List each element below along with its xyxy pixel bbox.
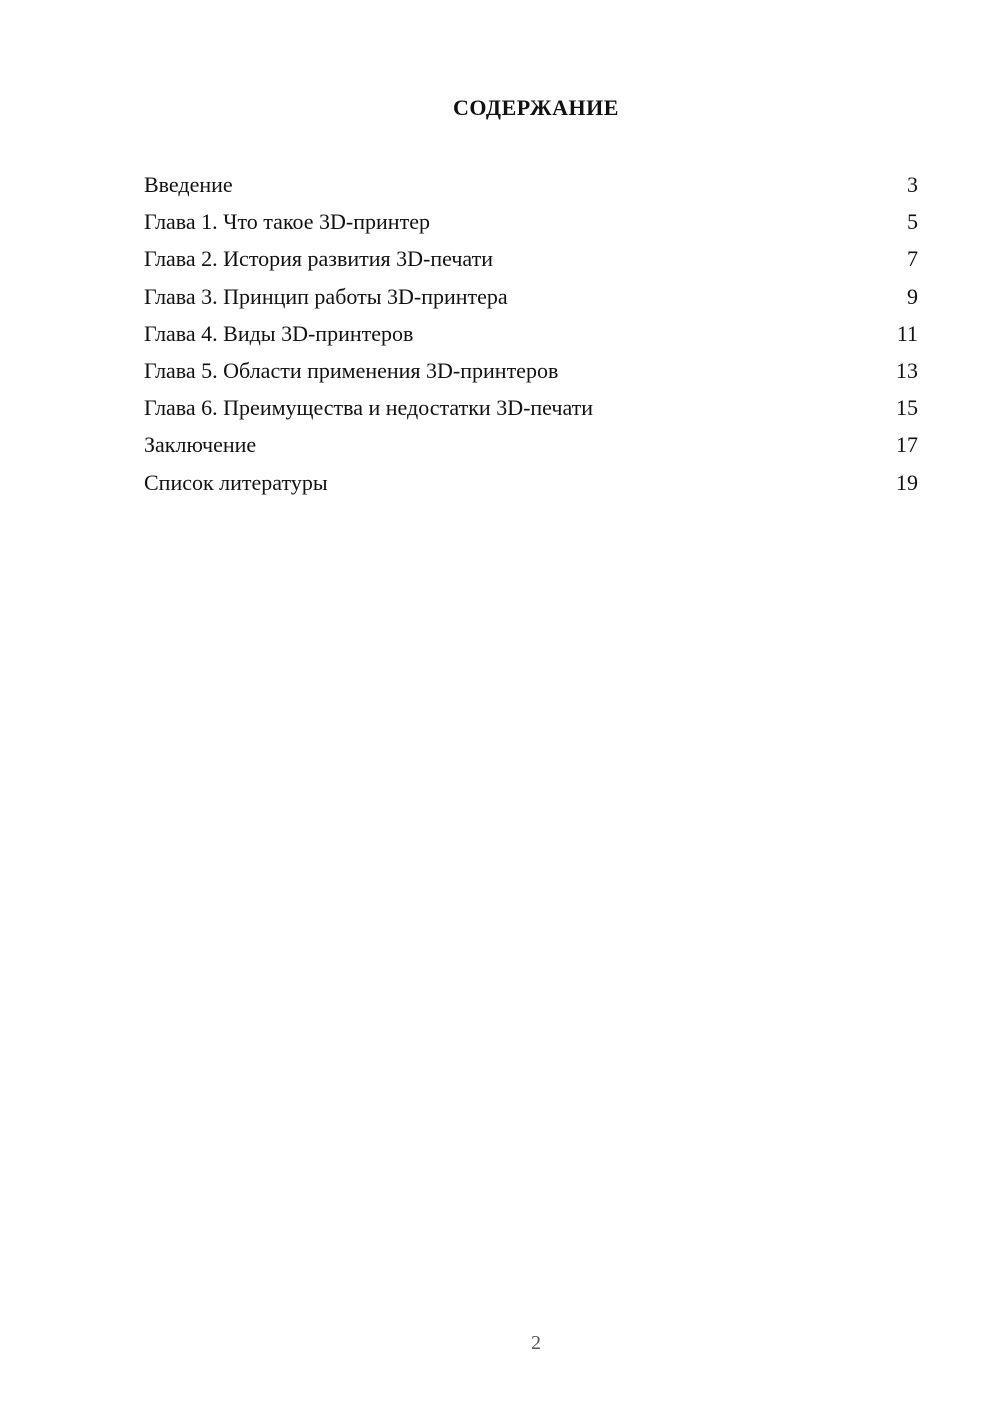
toc-entry-label: Глава 1. Что такое 3D-принтер	[144, 209, 430, 235]
toc-entry	[144, 352, 920, 389]
toc-entry-page: 13	[896, 357, 918, 383]
toc-entry	[144, 203, 920, 240]
toc-entry-label: Глава 5. Области применения 3D-принтеров	[144, 357, 559, 383]
toc-entry-page: 15	[896, 395, 918, 421]
toc-entry	[144, 426, 920, 463]
toc-entry-page: 7	[907, 246, 918, 272]
table-of-contents	[144, 166, 920, 501]
toc-entry	[144, 315, 920, 352]
toc-entry-label: Глава 2. История развития 3D-печати	[144, 246, 494, 272]
toc-entry-label: Введение	[144, 172, 233, 197]
toc-entry-page: 19	[896, 469, 918, 495]
toc-entry-label: Глава 6. Преимущества и недостатки 3D-печати	[144, 395, 594, 421]
toc-entry-label: Глава 3. Принцип работы 3D-принтера	[144, 283, 508, 309]
page-number: 2	[531, 1332, 541, 1354]
toc-entry	[144, 389, 920, 426]
page-title: СОДЕРЖАНИЕ	[453, 95, 619, 120]
toc-entry-label: Заключение	[144, 432, 257, 458]
toc-entry-label: Глава 4. Виды 3D-принтеров	[144, 320, 414, 346]
toc-entry	[144, 278, 920, 315]
toc-entry-page: 9	[907, 283, 918, 309]
toc-entry-page: 3	[907, 172, 918, 197]
toc-entry	[144, 240, 920, 277]
toc-entry-label: Список литературы	[144, 469, 328, 495]
toc-entry-page: 11	[896, 320, 918, 346]
toc-entry	[144, 166, 920, 203]
toc-entry-page: 5	[907, 209, 918, 235]
toc-entry-page: 17	[896, 432, 918, 458]
toc-entry	[144, 464, 920, 501]
